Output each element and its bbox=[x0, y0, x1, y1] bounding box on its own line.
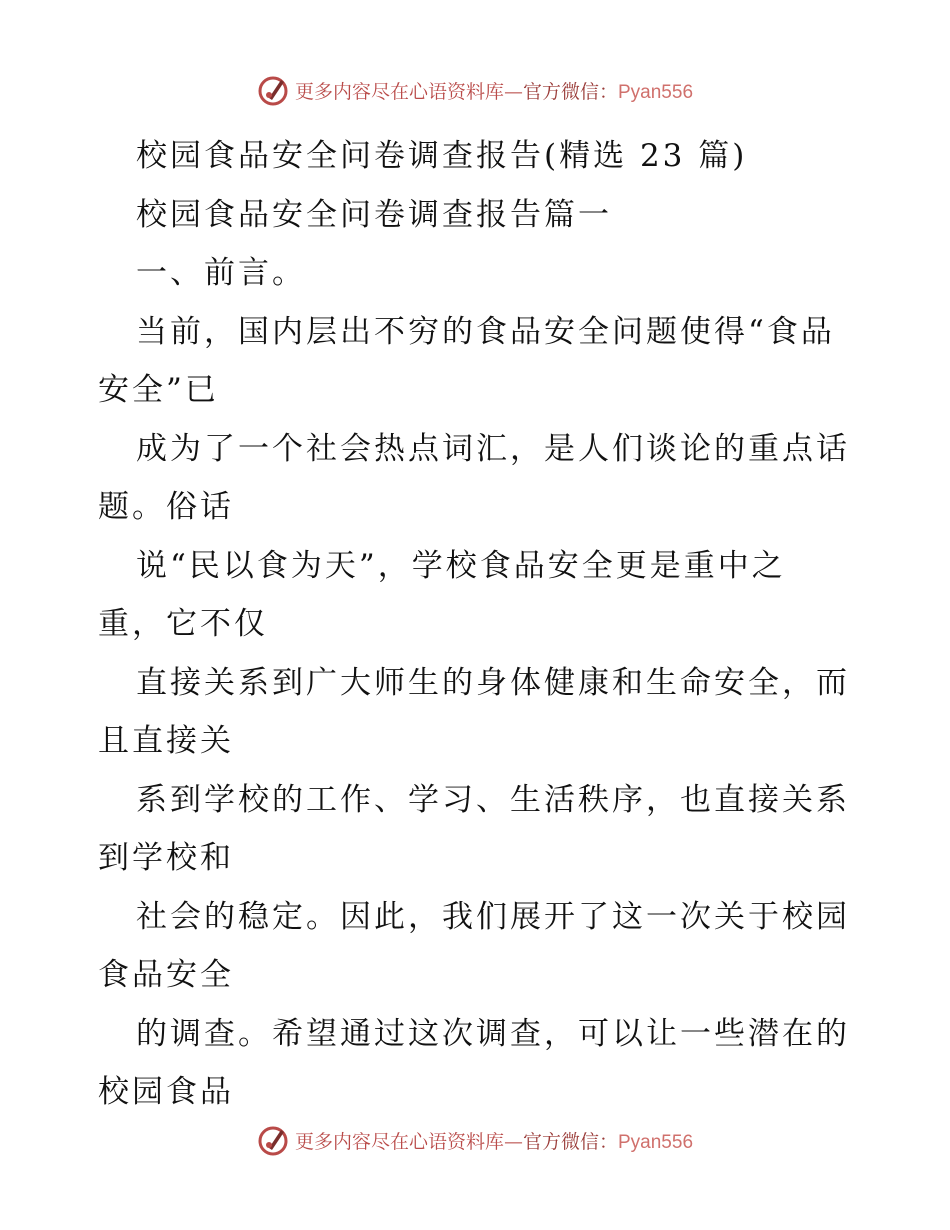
text-line: 题。俗话 bbox=[98, 489, 234, 525]
banner-dash: — bbox=[503, 80, 523, 103]
text-line: 到学校和 bbox=[98, 840, 234, 876]
banner-wechat-label: 官方微信： bbox=[522, 80, 618, 103]
quill-circle-icon bbox=[257, 1124, 289, 1156]
document-body bbox=[98, 127, 858, 1122]
text-line: 社会的稳定。因此，我们展开了这一次关于校园 bbox=[136, 898, 850, 935]
quill-circle-icon bbox=[257, 74, 289, 106]
text-line: 说“民以食为天”，学校食品安全更是重中之 bbox=[136, 547, 786, 584]
text-line: 食品安全 bbox=[98, 957, 234, 993]
text-line: 系到学校的工作、学习、生活秩序，也直接关系 bbox=[136, 781, 850, 818]
banner-handle: Pyan556 bbox=[618, 1131, 694, 1153]
banner-main-text: 更多内容尽在心语资料库 bbox=[294, 1130, 504, 1153]
text-line: 成为了一个社会热点词汇，是人们谈论的重点话 bbox=[136, 430, 850, 467]
section-heading: 校园食品安全问卷调查报告篇一 bbox=[136, 196, 612, 233]
banner-wechat-label: 官方微信： bbox=[522, 1130, 618, 1153]
text-line: 安全”已 bbox=[98, 372, 219, 408]
document-title: 校园食品安全问卷调查报告(精选 23 篇) bbox=[136, 138, 748, 174]
text-line: 的调查。希望通过这次调查，可以让一些潜在的 bbox=[136, 1015, 850, 1052]
text-line: 当前，国内层出不穷的食品安全问题使得“食品 bbox=[136, 313, 835, 350]
text-line: 直接关系到广大师生的身体健康和生命安全，而 bbox=[136, 664, 850, 701]
subsection-heading: 一、前言。 bbox=[136, 255, 306, 291]
text-line: 校园食品 bbox=[98, 1074, 234, 1110]
banner-main-text: 更多内容尽在心语资料库 bbox=[294, 80, 504, 103]
banner-handle: Pyan556 bbox=[618, 81, 694, 103]
header-watermark-banner bbox=[0, 70, 950, 110]
text-line: 重，它不仅 bbox=[98, 606, 268, 642]
footer-watermark-banner bbox=[0, 1120, 950, 1160]
banner-dash: — bbox=[503, 1130, 523, 1153]
text-line: 且直接关 bbox=[98, 723, 234, 759]
